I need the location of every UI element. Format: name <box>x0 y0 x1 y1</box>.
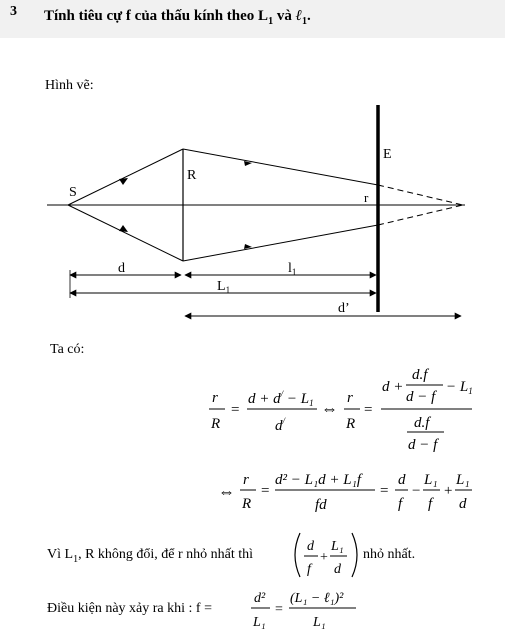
eq1-bignum-right: − $L_1$ <box>446 379 473 396</box>
svg-text:=: = <box>275 602 283 617</box>
svg-text:=: = <box>364 402 373 418</box>
svg-text:f: f <box>307 562 311 577</box>
eq1-bigden-top: d.f <box>414 415 430 431</box>
statement-text: Vì $L_1$, R không đổi, để r nhỏ nhất thì <box>47 547 254 565</box>
svg-text:=: = <box>231 402 240 418</box>
svg-text:r: r <box>347 390 353 406</box>
svg-text:L₁: L₁ <box>456 472 470 488</box>
svg-text:⇔: ⇔ <box>218 482 235 501</box>
condition-fractions <box>251 591 356 630</box>
label-E: E <box>383 147 392 162</box>
svg-text:r: r <box>243 472 249 488</box>
svg-text:L₁: L₁ <box>313 615 326 630</box>
ray-upper-out <box>183 149 378 185</box>
svg-text:f: f <box>398 496 403 512</box>
equation-1 <box>209 367 473 453</box>
eq1-num: $d + d^/ - L_1$ <box>248 389 314 408</box>
condition-text: Điều kiện này xảy ra khi : f = <box>47 601 212 616</box>
ray-upper-dashed <box>378 185 463 205</box>
min-expression <box>295 533 357 577</box>
label-l1: $l_1$ <box>288 261 297 277</box>
label-r: r <box>364 190 369 205</box>
svg-text:d: d <box>459 496 467 512</box>
arrowhead <box>119 225 128 232</box>
label-d-prime: d’ <box>338 301 350 316</box>
arrowhead <box>119 178 128 185</box>
ray-lower-dashed <box>378 205 463 225</box>
figure-caption: Hình vẽ: <box>45 78 94 93</box>
svg-text:=: = <box>261 483 270 499</box>
ray-lower-out <box>183 225 378 261</box>
svg-text:L₁: L₁ <box>424 472 438 488</box>
ta-co-label: Ta có: <box>50 342 85 357</box>
svg-text:R: R <box>242 496 252 512</box>
svg-text:d²: d² <box>254 591 266 606</box>
svg-text:L₁: L₁ <box>253 615 266 630</box>
svg-text:=: = <box>380 483 389 499</box>
ray-lower-in <box>68 205 183 261</box>
eq2-num: d² − L₁d + L₁f <box>275 472 362 488</box>
eq1-r: r <box>212 390 218 406</box>
label-S: S <box>69 185 77 200</box>
eq1-bigden-bot: d − f <box>408 437 438 453</box>
statement-end: nhỏ nhất. <box>363 547 416 562</box>
svg-text:L₁: L₁ <box>331 539 344 554</box>
label-R: R <box>187 168 197 183</box>
label-d: d <box>118 261 125 276</box>
eq2-den: fd <box>315 497 327 513</box>
iff-symbol: ⇔ <box>321 399 338 418</box>
eq1-bignum-frac-top: d.f <box>412 367 428 383</box>
label-L1: $L_1$ <box>217 279 231 295</box>
eq1-den: d/ <box>275 416 286 434</box>
svg-text:d: d <box>334 562 341 577</box>
svg-text:d: d <box>307 539 314 554</box>
eq1-bignum-frac-bot: d − f <box>406 389 436 405</box>
question-title: Tính tiêu cự f của thấu kính theo $L_1$ và ℓ$_1$. <box>44 8 311 27</box>
svg-text:d: d <box>398 472 406 488</box>
svg-text:+: + <box>444 483 453 499</box>
ray-upper-in <box>68 149 183 205</box>
svg-text:R: R <box>346 416 356 432</box>
eq1-bignum-left: d + <box>382 379 404 395</box>
question-number: 3 <box>10 4 17 19</box>
svg-text:+: + <box>320 550 328 565</box>
equation-2 <box>218 472 472 513</box>
svg-text:−: − <box>412 483 421 499</box>
eq1-R: R <box>211 416 221 432</box>
svg-text:f: f <box>428 496 433 512</box>
svg-text:(L₁ − ℓ₁)²: (L₁ − ℓ₁)² <box>290 591 344 606</box>
